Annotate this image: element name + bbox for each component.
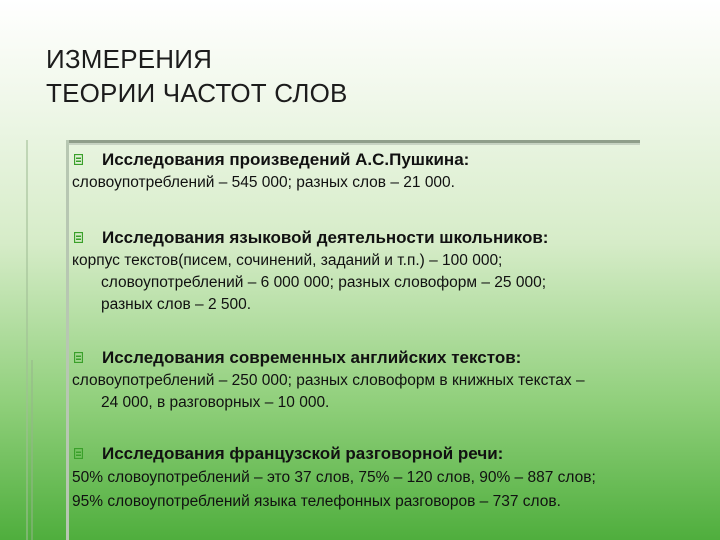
square-bullet-icon [74,154,83,165]
body-line: разных слов – 2 500. [101,296,252,313]
list-item-heading [72,443,702,465]
body-line: корпус текстов(писем, сочинений, заданий и т.п.) – 100 000; [72,252,503,269]
square-bullet-icon [74,448,83,459]
square-bullet-icon [74,232,83,243]
heading-text: Исследования языковой деятельности школьников: [102,228,549,247]
content-list [72,149,702,513]
slide-title [46,42,646,110]
heading-text: Исследования современных английских текстов: [102,348,522,367]
decorative-line [31,360,33,540]
heading-text: Исследования французской разговорной речи: [102,444,504,463]
body-line: словоупотреблений – 6 000 000; разных словоформ – 25 000; [101,274,547,291]
body-line: словоупотреблений – 545 000; разных слов – 21 000. [72,174,455,191]
title-line-1: ИЗМЕРЕНИЯ [46,44,213,74]
list-item [72,149,702,193]
list-item [72,443,702,513]
decorative-line [26,140,28,540]
title-line-2: ТЕОРИИ ЧАСТОТ СЛОВ [46,78,348,108]
body-line: 95% словоупотреблений языка телефонных разговоров – 737 слов. [72,493,561,510]
list-item-heading [72,227,702,249]
list-item-heading [72,347,702,369]
body-line: 24 000, в разговорных – 10 000. [101,394,330,411]
frame-left-border [66,140,69,540]
body-line: словоупотреблений – 250 000; разных словоформ в книжных текстах – [72,372,585,389]
list-item-heading [72,149,702,171]
frame-top-border-shadow [68,143,640,145]
body-line: 50% словоупотреблений – это 37 слов, 75% – 120 слов, 90% – 887 слов; [72,469,596,486]
list-item [72,347,702,413]
heading-text: Исследования произведений А.С.Пушкина: [102,150,470,169]
list-item [72,227,702,315]
square-bullet-icon [74,352,83,363]
